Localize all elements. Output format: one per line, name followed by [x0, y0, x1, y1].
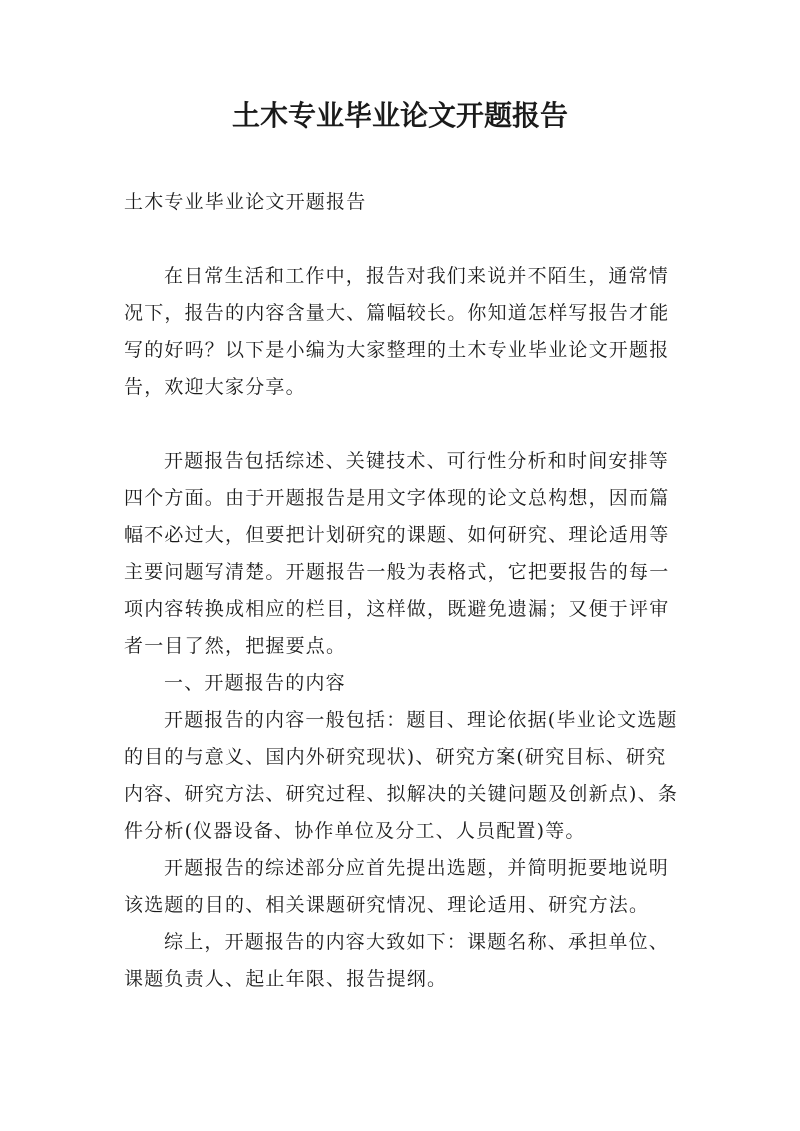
summary-paragraph: 开题报告的综述部分应首先提出选题，并简明扼要地说明该选题的目的、相关课题研究情况、理论适用、研究方法。	[124, 857, 670, 916]
section-heading: 一、开题报告的内容	[164, 672, 346, 694]
document-body	[124, 184, 684, 998]
document-title: 土木专业毕业论文开题报告	[231, 99, 568, 132]
content-paragraph: 开题报告的内容一般包括：题目、理论依据(毕业论文选题的目的与意义、国内外研究现状)、研究方案(研究目标、研究内容、研究方法、研究过程、拟解决的关键问题及创新点)、条件分析(仪器设备、协作单位及分工、人员配置)等。	[124, 709, 679, 842]
intro-paragraph: 在日常生活和工作中，报告对我们来说并不陌生，通常情况下，报告的内容含量大、篇幅较长。你知道怎样写报告才能写的好吗？以下是小编为大家整理的土木专业毕业论文开题报告，欢迎大家分享。	[124, 265, 670, 398]
overview-paragraph: 开题报告包括综述、关键技术、可行性分析和时间安排等四个方面。由于开题报告是用文字体现的论文总构想，因而篇幅不必过大，但要把计划研究的课题、如何研究、理论适用等主要问题写清楚。开题报告一般为表格式，它把要报告的每一项内容转换成相应的栏目，这样做，既避免遗漏；又便于评审者一目了然，把握要点。	[124, 450, 670, 657]
subtitle-paragraph: 土木专业毕业论文开题报告	[124, 191, 367, 213]
conclusion-paragraph: 综上，开题报告的内容大致如下：课题名称、承担单位、课题负责人、起止年限、报告提纲。	[124, 931, 670, 990]
